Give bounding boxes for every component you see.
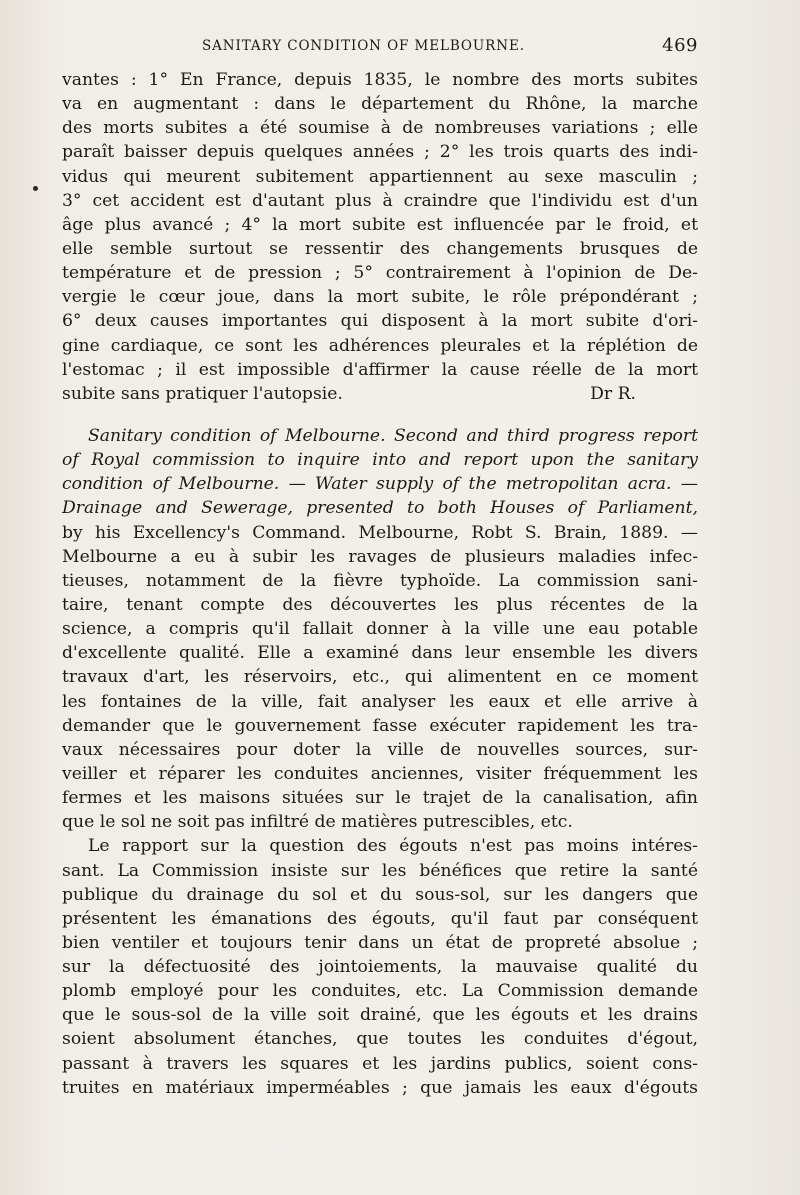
text-line: présentent les émanations des égouts, qu'il faut par conséquent [62,908,698,929]
text-line: taire, tenant compte des découvertes les plus récentes de la [62,594,698,615]
text-line: 3° cet accident est d'autant plus à craindre que l'individu est d'un [62,190,698,211]
paragraph-egouts [62,834,698,1100]
text-line: vantes : 1° En France, depuis 1835, le nombre des morts subites [62,70,698,90]
review-title-line: of Royal commission to inquire into and report upon the sanitary [62,450,698,471]
text-line: by his Excellency's Command. Melbourne, Robt S. Brain, 1889. — [62,522,698,543]
text-line: gine cardiaque, ce sont les adhérences pleurales et la réplétion de [62,335,698,356]
text-line: paraît baisser depuis quelques années ; 2° les trois quarts des indi- [62,142,698,163]
running-head [62,36,698,60]
text-line: que le sol ne soit pas infiltré de matières putrescibles, etc. [62,812,573,833]
author-signature: Dr R. [590,383,636,404]
review-title-italic: Drainage and Sewerage, presented to both Houses of Parliament, [62,498,698,519]
margin-dot [33,186,38,191]
text-line: sur la défectuosité des jointoiements, la mauvaise qualité du [62,957,698,978]
text-line: les fontaines de la ville, fait analyser les eaux et elle arrive à [62,691,698,712]
text-line [62,496,698,520]
text-line: bien ventiler et toujours tenir dans un état de propreté absolue ; [62,932,698,953]
text-line: science, a compris qu'il fallait donner à la ville une eau potable [62,619,698,640]
text-line: Melbourne a eu à subir les ravages de plusieurs maladies infec- [62,546,698,567]
running-title: SANITARY CONDITION OF MELBOURNE. [202,38,525,54]
closing-text: subite sans pratiquer l'autopsie. [62,383,343,404]
page-number: 469 [662,35,698,56]
review-melbourne [62,424,698,834]
text-line: vidus qui meurent subitement appartiennent au sexe masculin ; [62,166,698,187]
text-line: d'excellente qualité. Elle a examiné dans leur ensemble les divers [62,643,698,664]
text-line: demander que le gouvernement fasse exécuter rapidement les tra- [62,715,698,736]
text-block [62,68,698,1100]
text-line: soient absolument étanches, que toutes les conduites d'égout, [62,1029,698,1050]
text-line: elle semble surtout se ressentir des changements brusques de [62,238,698,259]
text-line: 6° deux causes importantes qui disposent à la mort subite d'ori- [62,311,698,332]
text-line: fermes et les maisons situées sur le trajet de la canalisation, afin [62,788,698,809]
text-line: veiller et réparer les conduites anciennes, visiter fréquemment les [62,763,698,784]
paragraph-mort-subite [62,68,698,406]
text-line: truites en matériaux imperméables ; que jamais les eaux d'égouts [62,1077,698,1098]
text-line: tieuses, notamment de la fièvre typhoïde. La commission sani- [62,570,698,591]
text-line: l'estomac ; il est impossible d'affirmer la cause réelle de la mort [62,359,698,380]
review-title-line: condition of Melbourne. — Water supply of the metropolitan acra. — [62,474,698,495]
text-line: vergie le cœur joue, dans la mort subite, le rôle prépondérant ; [62,287,698,308]
text-line: des morts subites a été soumise à de nombreuses variations ; elle [62,118,698,139]
text-line: Le rapport sur la question des égouts n'est pas moins intéres- [88,836,698,857]
text-line: va en augmentant : dans le département du Rhône, la marche [62,94,698,115]
review-title-line: Sanitary condition of Melbourne. Second and third progress report [88,425,698,446]
text-line-signed [62,382,698,406]
text-line: publique du drainage du sol et du sous-sol, sur les dangers que [62,884,698,905]
text-line: sant. La Commission insiste sur les bénéfices que retire la santé [62,860,698,881]
text-line: plomb employé pour les conduites, etc. La Commission demande [62,981,698,1002]
text-line: passant à travers les squares et les jardins publics, soient cons- [62,1053,698,1074]
text-line: vaux nécessaires pour doter la ville de nouvelles sources, sur- [62,739,698,760]
text-line: travaux d'art, les réservoirs, etc., qui alimentent en ce moment [62,667,698,688]
text-line: âge plus avancé ; 4° la mort subite est influencée par le froid, et [62,214,698,235]
text-line: température et de pression ; 5° contrairement à l'opinion de De- [62,263,698,284]
section-gap [62,406,698,424]
text-line: que le sous-sol de la ville soit drainé, que les égouts et les drains [62,1005,698,1026]
